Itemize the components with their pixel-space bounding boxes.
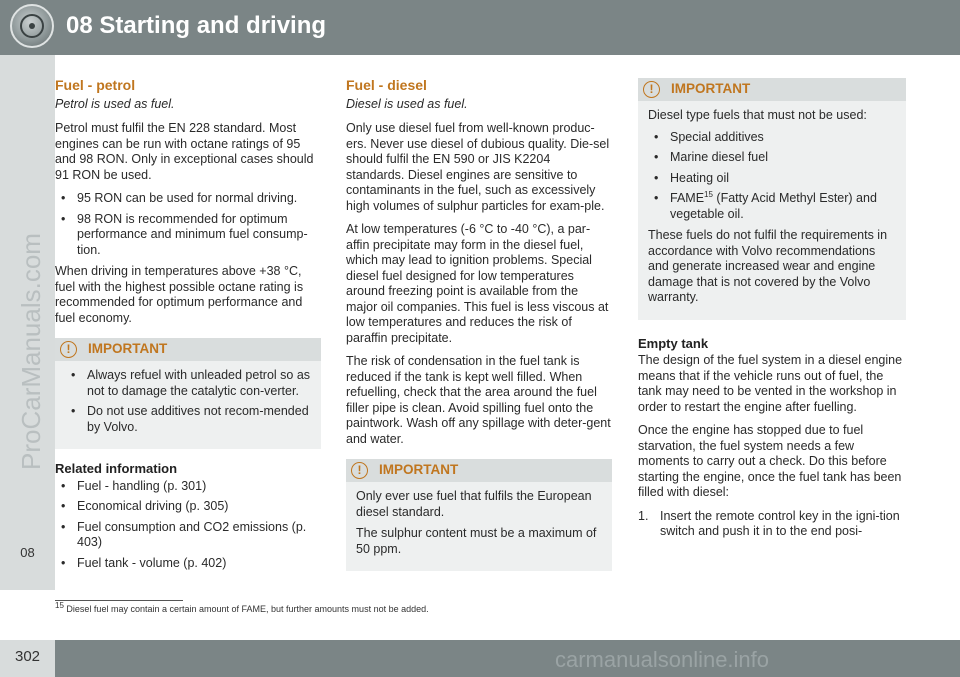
list-item: • 95 RON can be used for normal driving. — [55, 191, 321, 207]
related-link[interactable]: • Economical driving (p. 305) — [55, 499, 321, 515]
important-box — [638, 78, 906, 320]
footnote-text: Diesel fuel may contain a certain amount of FAME, but further amounts must not be added. — [66, 604, 429, 614]
fame-label: FAME — [670, 191, 705, 205]
column-fuel-diesel — [346, 78, 612, 581]
column-fuel-petrol — [55, 78, 321, 577]
important-title: IMPORTANT — [671, 81, 751, 96]
footnote-ref[interactable]: 15 — [704, 189, 713, 199]
paragraph: The risk of condensation in the fuel tank is reduced if the tank is kept well filled. When refuelling, check that the area around the fuel filler pipe is clean. Avoid spilling fuel onto the paintwork. Wash off any spillage with deter-gent and water. — [346, 354, 611, 446]
section-heading-diesel: Fuel - diesel — [346, 77, 427, 93]
section-subheading: Petrol is used as fuel. — [55, 96, 175, 111]
list-item: • 98 RON is recommended for optimum performance and minimum fuel consump-tion. — [55, 212, 321, 259]
footnote-rule — [55, 600, 183, 601]
important-header — [55, 338, 321, 361]
important-title: IMPORTANT — [379, 462, 459, 477]
steering-wheel-hub — [29, 23, 35, 29]
fame-description: (Fatty Acid Methyl Ester) and vegetable oil. — [670, 191, 877, 221]
footer-watermark: carmanualsonline.info — [555, 647, 770, 672]
paragraph: Only use diesel fuel from well-known produc-ers. Never use diesel of dubious quality. Die-sel should fulfil the EN 590 or JIS K2204 standards. Diesel engines are sensitive to contaminants in the fuel, such as excessively high volumes of sulphur particles for exam-ple. — [346, 121, 610, 213]
paragraph: Only ever use fuel that fulfils the European diesel standard. — [356, 489, 592, 519]
important-box — [55, 338, 321, 449]
related-link[interactable]: • Fuel tank - volume (p. 402) — [55, 556, 321, 572]
column-diesel-continued — [638, 78, 906, 540]
paragraph: At low temperatures (-6 °C to -40 °C), a par-affin precipitate may form in the diesel fuel, which may lead to ignition problems. Special diesel fuel designed for low temperatures around freezing point is available from the major oil companies. This fuel is less viscous at low temperatures and reduces the risk of paraffin precipitate. — [346, 222, 609, 345]
important-header — [638, 78, 906, 101]
warning-icon: ! — [351, 462, 368, 479]
section-subheading: Diesel is used as fuel. — [346, 96, 468, 111]
list-item: • Heating oil — [648, 171, 896, 187]
important-body — [55, 361, 321, 449]
sidebar-chapter-number: 08 — [20, 545, 35, 560]
footnote — [55, 601, 429, 614]
step-item — [638, 509, 906, 540]
important-body — [638, 101, 906, 320]
list-item: • Do not use additives not recom-mended by Volvo. — [65, 404, 311, 435]
list-item — [648, 191, 896, 222]
steering-wheel-icon — [10, 4, 54, 48]
important-body — [346, 482, 612, 571]
paragraph: These fuels do not fulfil the requirements in accordance with Volvo recommendations and generate increased wear and engine damage that is not covered by the Volvo warranty. — [648, 228, 888, 304]
bullet-list — [55, 191, 321, 258]
paragraph: When driving in temperatures above +38 °C, fuel with the highest possible octane rating is recommended for optimum performance and fuel economy. — [55, 264, 304, 325]
empty-tank-heading: Empty tank — [638, 335, 709, 351]
important-header — [346, 459, 612, 482]
paragraph: The sulphur content must be a maximum of 50 ppm. — [356, 526, 597, 556]
chapter-title: 08 Starting and driving — [66, 12, 327, 39]
warning-icon: ! — [60, 341, 77, 358]
warning-icon: ! — [643, 81, 660, 98]
bullet-list — [648, 130, 896, 223]
related-link[interactable]: • Fuel consumption and CO2 emissions (p. 403) — [55, 520, 321, 551]
step-number: 1. — [638, 508, 649, 523]
paragraph: Diesel type fuels that must not be used: — [648, 108, 867, 122]
list-item: • Marine diesel fuel — [648, 150, 896, 166]
steps-list — [638, 509, 906, 540]
related-list — [55, 479, 321, 572]
paragraph: Petrol must fulfil the EN 228 standard. Most engines can be run with octane ratings of 95 and 98 RON. Only in exceptional cases should 91 RON be used. — [55, 121, 314, 182]
paragraph: Once the engine has stopped due to fuel starvation, the fuel system needs a few moments to carry out a check. Do this before starting the engine, once the fuel tank has been filled with diesel: — [638, 423, 902, 499]
page-number: 302 — [14, 648, 41, 665]
footnote-number: 15 — [55, 601, 64, 610]
important-title: IMPORTANT — [88, 341, 168, 356]
side-watermark: ProCarManuals.com — [16, 233, 46, 470]
page-footer — [0, 640, 960, 677]
step-text: Insert the remote control key in the igni-tion switch and push it in to the end posi- — [660, 508, 900, 538]
important-box — [346, 459, 612, 571]
related-link[interactable]: • Fuel - handling (p. 301) — [55, 479, 321, 495]
list-item: • Special additives — [648, 130, 896, 146]
paragraph: The design of the fuel system in a diesel engine means that if the vehicle runs out of fuel, the tank may need to be vented in the workshop in order to restart the engine after fuelling. — [638, 353, 903, 414]
bullet-list — [65, 368, 311, 435]
related-heading: Related information — [55, 461, 178, 476]
section-heading-petrol: Fuel - petrol — [55, 77, 136, 93]
list-item: • Always refuel with unleaded petrol so as not to damage the catalytic con-verter. — [65, 368, 311, 399]
